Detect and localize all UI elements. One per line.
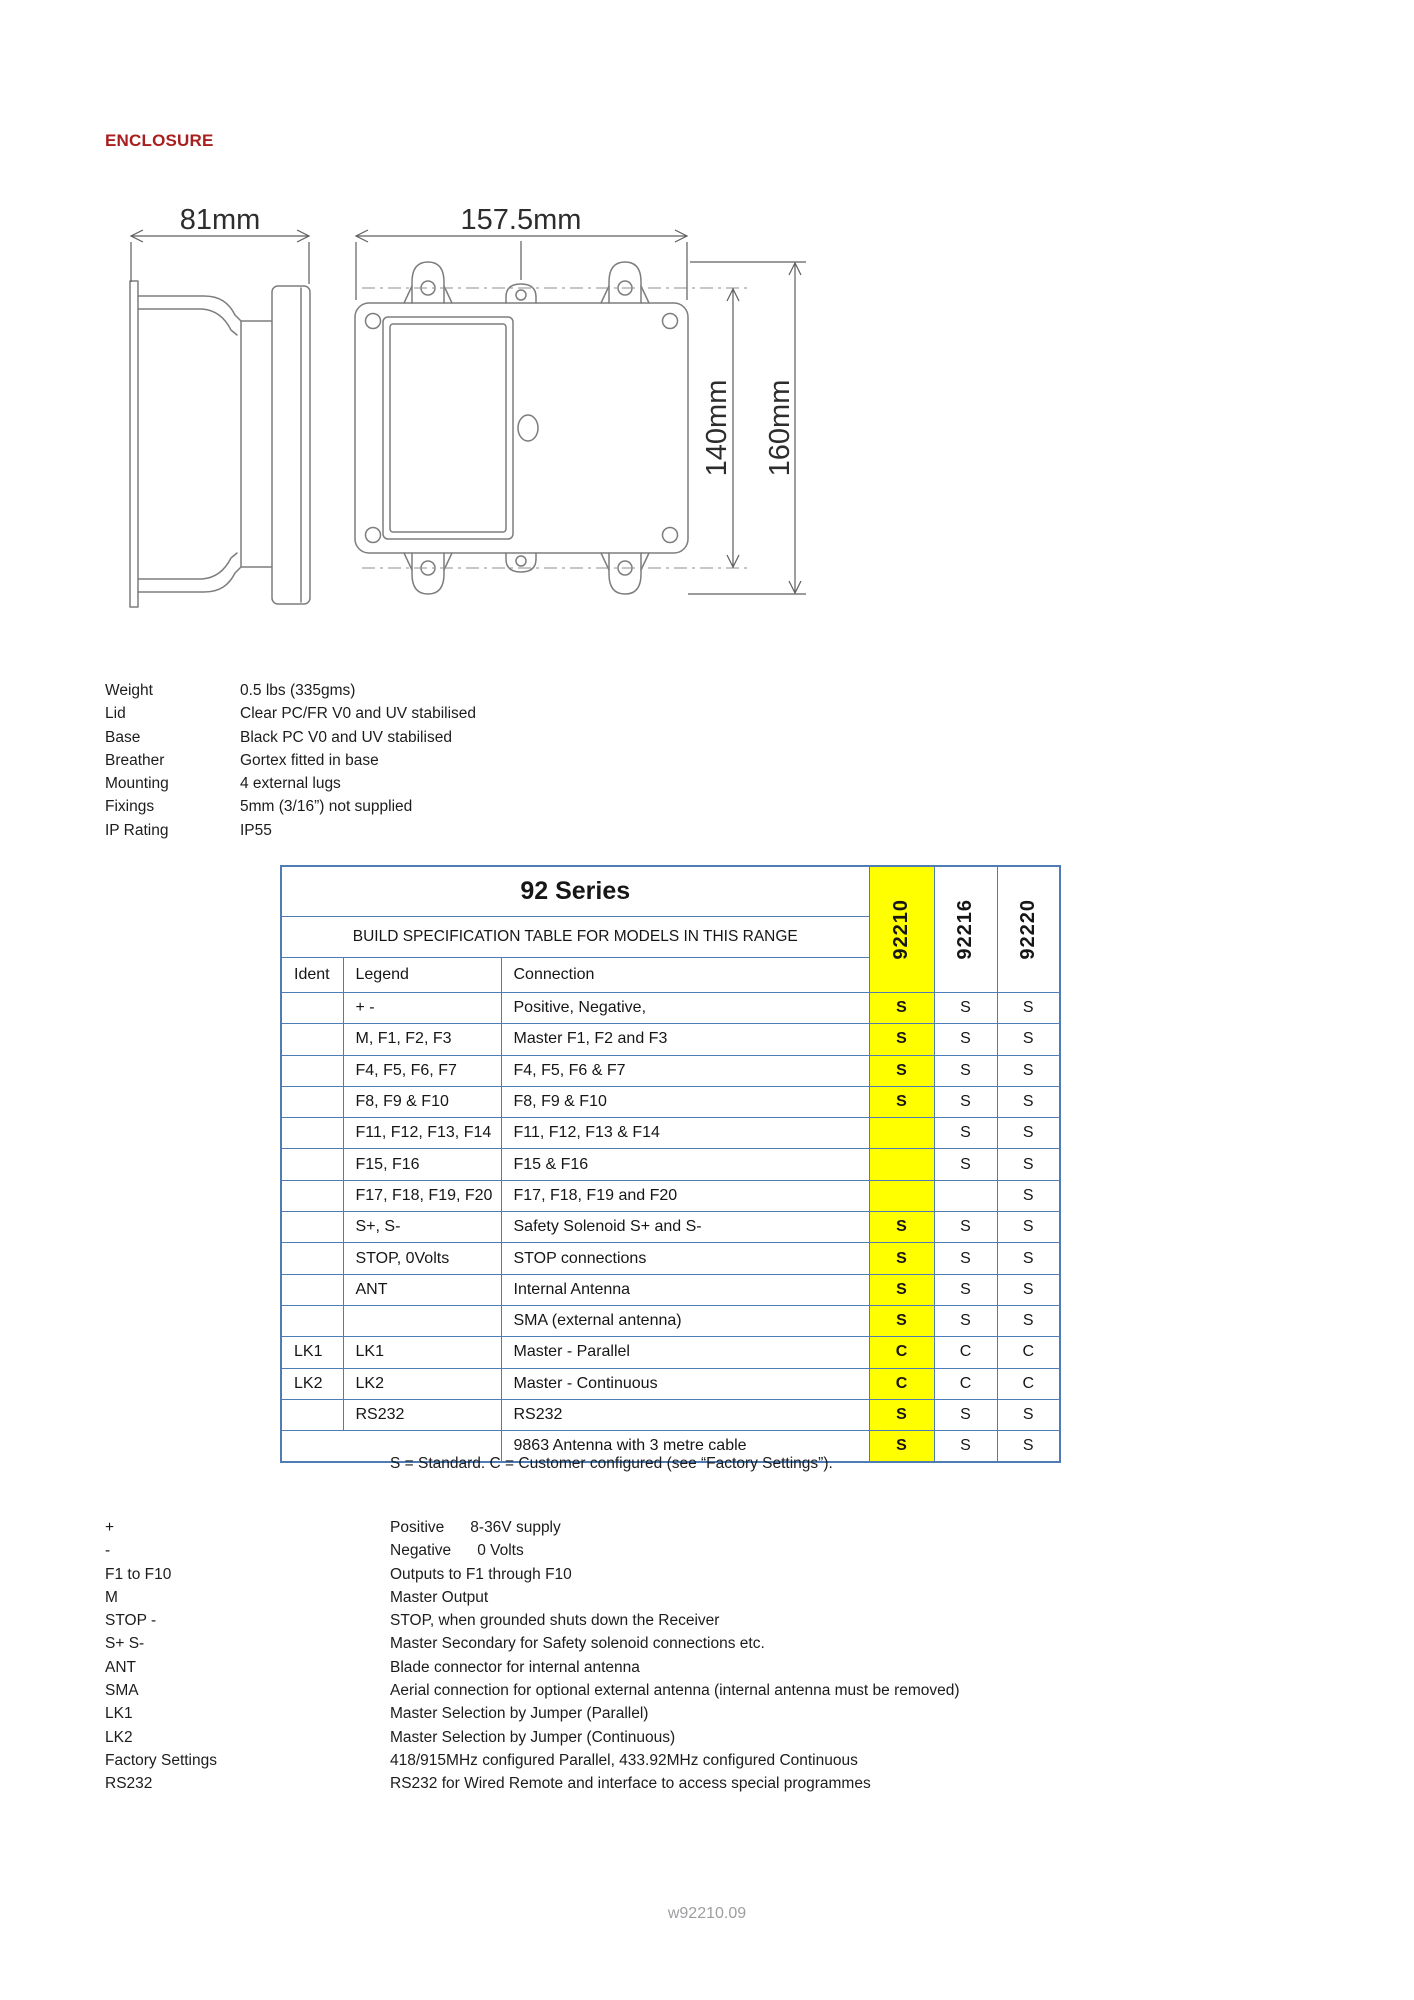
enclosure-drawing [95,128,815,618]
table-row: ANT Internal Antenna S S S [281,1274,1060,1305]
table-row: 9863 Antenna with 3 metre cable S S S [281,1431,1060,1463]
legend-row [105,1679,960,1702]
legend-value: Master Selection by Jumper (Parallel) [390,1705,649,1723]
spec-value: 4 external lugs [240,775,341,793]
spec-label: Mounting [105,775,169,793]
centerlines [362,288,748,568]
spec-row [105,749,476,772]
legend-value: Master Secondary for Safety solenoid connections etc. [390,1635,765,1653]
legend-label: RS232 [105,1775,153,1793]
legend-label: F1 to F10 [105,1565,172,1583]
legend-value: STOP, when grounded shuts down the Receiver [390,1612,720,1630]
spec-value: 5mm (3/16”) not supplied [240,798,413,816]
legend-row [105,1726,960,1749]
col-header-legend: Legend [343,958,501,993]
table-row: LK1 LK1 Master - Parallel C C C [281,1337,1060,1368]
legend-label: M [105,1588,118,1606]
table-row: F8, F9 & F10 F8, F9 & F10 S S S [281,1086,1060,1117]
legend-value: RS232 for Wired Remote and interface to access special programmes [390,1775,871,1793]
model-label: 92216 [954,899,976,960]
legend-value: 418/915MHz configured Parallel, 433.92MHz configured Continuous [390,1751,858,1769]
legend-label: LK2 [105,1728,133,1746]
legend-label: - [105,1542,111,1560]
legend-row [105,1563,960,1586]
table-row: S+, S- Safety Solenoid S+ and S- S S S [281,1212,1060,1243]
legend-label: + [105,1519,115,1536]
legend-value: Master Output [390,1588,489,1606]
spec-row [105,795,476,818]
legend-row [105,1516,960,1539]
col-header-connection: Connection [501,958,869,993]
model-column-92220 [997,866,1060,993]
legend-label: STOP - [105,1612,157,1630]
legend-row [105,1539,960,1562]
terminal-legend-list [105,1516,960,1796]
dim-label-front-width: 157.5mm [460,204,582,236]
legend-label: S+ S- [105,1635,145,1653]
dim-label-hole-span: 140mm [701,379,733,477]
table-row: LK2 LK2 Master - Continuous C C C [281,1368,1060,1399]
table-row: F11, F12, F13, F14 F11, F12, F13 & F14 S S [281,1118,1060,1149]
legend-row [105,1632,960,1655]
legend-row [105,1772,960,1795]
table-row: M, F1, F2, F3 Master F1, F2 and F3 S S S [281,1024,1060,1055]
table-row: SMA (external antenna) S S S [281,1305,1060,1336]
legend-value: Aerial connection for optional external antenna (internal antenna must be removed) [390,1682,960,1700]
spec-value: 0.5 lbs (335gms) [240,682,356,699]
legend-value: Negative [390,1542,452,1560]
table-row: F17, F18, F19, F20 F17, F18, F19 and F20 S [281,1180,1060,1211]
build-specification-table [280,865,1061,1463]
spec-row [105,772,476,795]
legend-row [105,1656,960,1679]
spec-label: Lid [105,705,126,723]
legend-extra: 0 Volts [477,1542,524,1560]
table-row: RS232 RS232 S S S [281,1399,1060,1430]
table-row: + - Positive, Negative, S S S [281,993,1060,1024]
table-row: F15, F16 F15 & F16 S S [281,1149,1060,1180]
enclosure-outline [130,262,688,607]
page-title: ENCLOSURE [105,131,214,150]
legend-label: ANT [105,1658,136,1676]
page-footer: w92210.09 [667,1905,747,1922]
spec-row [105,679,476,702]
spec-label: Breather [105,751,165,769]
table-note: S = Standard. C = Customer configured (see “Factory Settings”). [390,1455,833,1472]
legend-extra: 8-36V supply [470,1519,561,1536]
table-title: 92 Series [281,866,869,917]
spec-label: Weight [105,682,153,699]
table-row: STOP, 0Volts STOP connections S S S [281,1243,1060,1274]
spec-value: Clear PC/FR V0 and UV stabilised [240,705,477,723]
spec-value: Black PC V0 and UV stabilised [240,728,452,746]
legend-label: SMA [105,1682,139,1700]
model-label: 92220 [1016,899,1039,960]
model-column-92216 [934,866,997,993]
table-subtitle: BUILD SPECIFICATION TABLE FOR MODELS IN THIS RANGE [281,917,869,958]
spec-label: Base [105,728,141,746]
table-row: F4, F5, F6, F7 F4, F5, F6 & F7 S S S [281,1055,1060,1086]
spec-row [105,702,476,725]
legend-value: Positive [390,1519,445,1536]
spec-row [105,726,476,749]
spec-label: Fixings [105,798,155,816]
legend-row [105,1609,960,1632]
legend-label: Factory Settings [105,1751,217,1769]
legend-row [105,1749,960,1772]
legend-label: LK1 [105,1705,133,1723]
legend-value: Blade connector for internal antenna [390,1658,640,1676]
legend-value: Master Selection by Jumper (Continuous) [390,1728,676,1746]
spec-row [105,819,476,842]
legend-value: Outputs to F1 through F10 [390,1565,572,1583]
spec-value: Gortex fitted in base [240,751,379,769]
spec-value: IP55 [240,821,272,839]
physical-spec-list [105,679,476,842]
legend-row [105,1586,960,1609]
model-label: 92210 [890,899,912,960]
dim-label-overall-height: 160mm [764,379,796,477]
model-column-92210 [869,866,934,993]
spec-label: IP Rating [105,821,169,839]
legend-row [105,1702,960,1725]
col-header-ident: Ident [281,958,343,993]
dim-label-side-width: 81mm [179,204,261,236]
